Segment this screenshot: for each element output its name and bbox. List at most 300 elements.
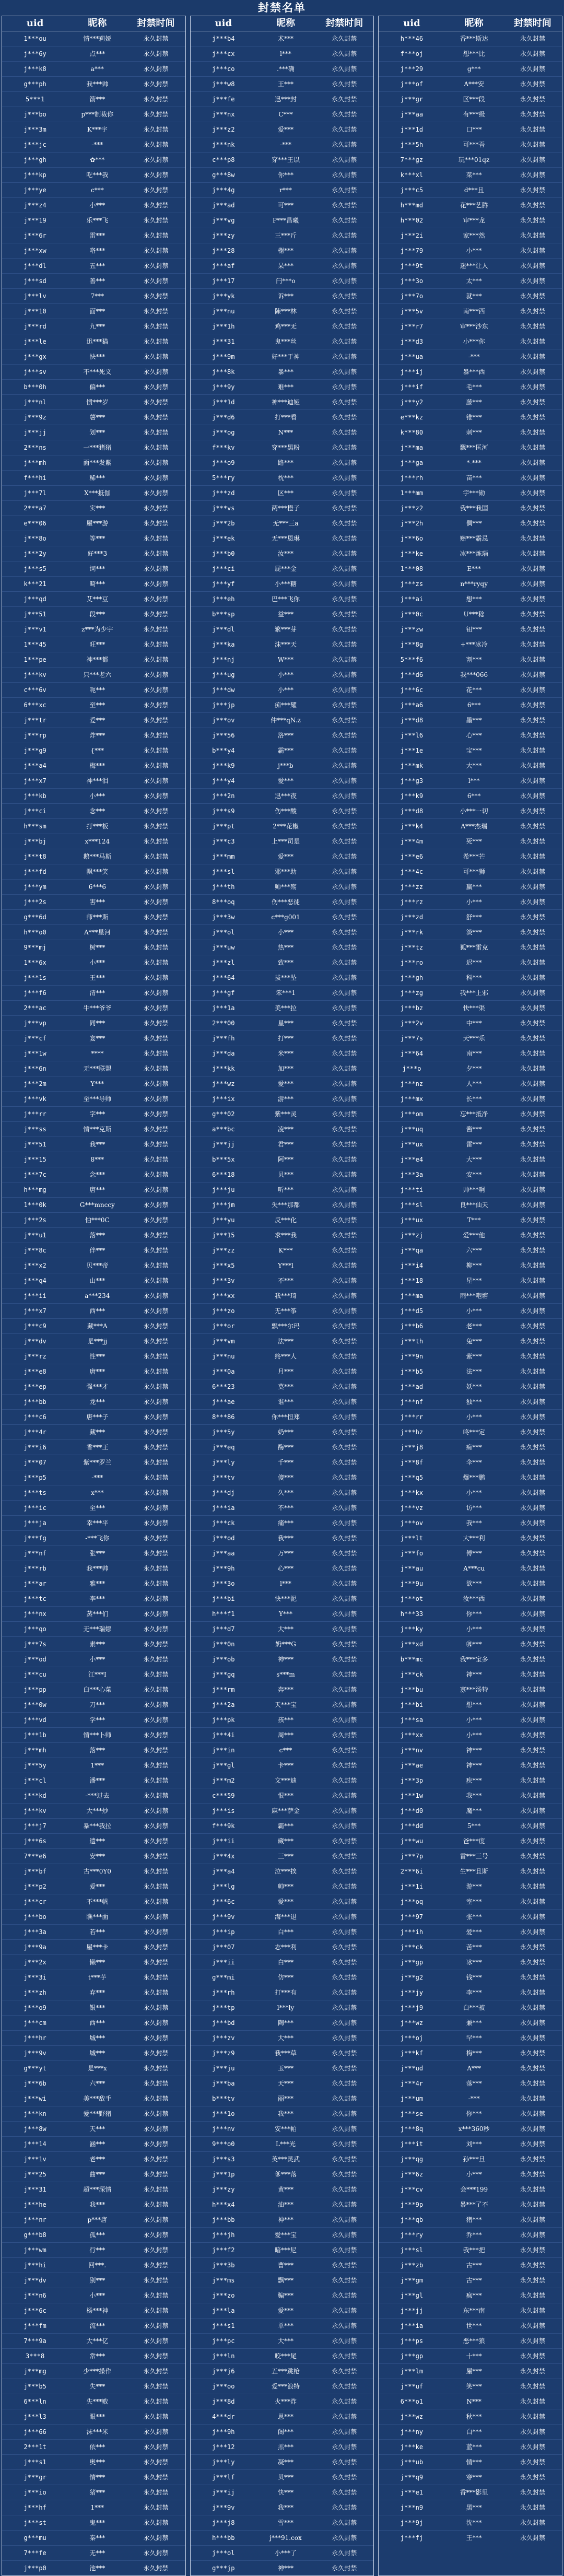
user-nickname: 淡*** [466, 929, 482, 936]
user-nickname: 打***看 [275, 414, 297, 421]
ban-duration: 永久封禁 [332, 1489, 357, 1496]
ban-duration: 永久封禁 [143, 1989, 169, 1996]
ban-duration: 永久封禁 [143, 217, 169, 224]
user-nickname: A***星河 [84, 929, 111, 936]
user-nickname: j***b [278, 762, 293, 769]
ban-duration: 永久封禁 [332, 1126, 357, 1133]
ban-duration: 永久封禁 [332, 186, 357, 194]
table-row [191, 1137, 374, 1152]
ban-duration: 永久封禁 [520, 505, 545, 512]
ban-duration: 永久封禁 [520, 1898, 545, 1905]
user-nickname: 清*** [89, 989, 105, 997]
user-nickname: 失***败 [86, 2398, 109, 2405]
user-nickname: 我***帅 [86, 1565, 109, 1572]
table-row [379, 561, 562, 577]
table-row [191, 153, 374, 168]
user-uid: j***ka [212, 641, 235, 648]
user-nickname: 宝*** [466, 747, 482, 754]
table-row [379, 2046, 562, 2061]
ban-duration: 永久封禁 [332, 1868, 357, 1875]
table-row [379, 592, 562, 607]
table-row [379, 1228, 562, 1243]
ban-duration: 永久封禁 [520, 1156, 545, 1163]
ban-duration: 永久封禁 [332, 1186, 357, 1193]
ban-duration: 永久封禁 [520, 2140, 545, 2148]
ban-duration: 永久封禁 [520, 2125, 545, 2133]
user-nickname: 牛***爷爷 [83, 1004, 112, 1012]
ban-duration: 永久封禁 [332, 1413, 357, 1421]
user-nickname: 陶*** [278, 2019, 294, 2027]
user-uid: j***1w [400, 1792, 424, 1799]
user-uid: j***ij [400, 368, 424, 376]
user-nickname: 奶***G [275, 1641, 296, 1648]
user-nickname: 闩***o [276, 277, 296, 285]
ban-duration: 永久封禁 [520, 1519, 545, 1527]
table-row [379, 183, 562, 198]
table-row [379, 2031, 562, 2046]
table-row [191, 2455, 374, 2470]
table-row [2, 2031, 185, 2046]
ban-duration: 永久封禁 [332, 2307, 357, 2314]
user-uid: j***zd [212, 489, 235, 497]
user-uid: j***hi [24, 2262, 46, 2269]
ban-duration: 永久封禁 [520, 292, 545, 300]
table-row [2, 471, 185, 486]
table-row [2, 637, 185, 652]
table-row [191, 834, 374, 849]
user-uid: j***mx [400, 1095, 424, 1103]
user-nickname: 杨***神 [86, 2307, 109, 2314]
user-nickname: 呆*** [278, 262, 294, 270]
ban-duration: 永久封禁 [143, 1080, 169, 1087]
user-uid: j***g2 [400, 1974, 424, 1981]
table-row [2, 1834, 185, 1849]
table-row [379, 2394, 562, 2409]
user-nickname: 至*** [89, 701, 105, 709]
user-uid: j***9h [212, 1565, 235, 1572]
ban-table-3 [378, 16, 562, 2576]
user-nickname: 我*** [466, 1792, 482, 1799]
table-row [191, 1834, 374, 1849]
table-row [191, 2106, 374, 2122]
table-row [379, 1637, 562, 1652]
user-nickname: 香***影里 [460, 2489, 488, 2496]
ban-list-columns [2, 16, 562, 2576]
user-uid: j***7s [24, 1641, 46, 1648]
table-row [379, 2122, 562, 2137]
user-uid: j***qb [400, 2216, 424, 2223]
table-row [191, 455, 374, 471]
table-row [191, 1379, 374, 1395]
user-uid: j***ga [400, 459, 424, 466]
table-row [2, 2076, 185, 2091]
user-uid: j***yu [212, 1216, 235, 1224]
ban-duration: 永久封禁 [332, 2125, 357, 2133]
user-uid: j***ti [400, 1186, 424, 1193]
ban-duration: 永久封禁 [332, 2443, 357, 2451]
user-nickname: 兔*** [466, 1338, 482, 1345]
ban-duration: 永久封禁 [520, 1580, 545, 1587]
user-uid: 1***0k [24, 1201, 46, 1209]
ban-duration: 永久封禁 [520, 1353, 545, 1360]
user-uid: j***b0 [212, 550, 235, 557]
user-uid: j***om [400, 1110, 424, 1118]
ban-duration: 永久封禁 [520, 429, 545, 436]
user-nickname: 学*** [89, 1716, 105, 1724]
ban-duration: 永久封禁 [520, 308, 545, 315]
table-row [2, 1379, 185, 1395]
user-nickname: 屋*** [466, 2368, 482, 2375]
table-row [191, 1864, 374, 1879]
table-row [2, 2546, 185, 2561]
table-row [191, 440, 374, 455]
user-nickname: 洛*** [278, 732, 294, 739]
ban-duration: 永久封禁 [143, 641, 169, 648]
ban-duration: 永久封禁 [332, 1641, 357, 1648]
table-row [191, 107, 374, 122]
ban-duration: 永久封禁 [143, 2034, 169, 2042]
user-nickname: 志***利 [275, 1943, 297, 1951]
user-uid: j***6y [24, 50, 46, 57]
user-nickname: A***安 [464, 80, 485, 88]
ban-duration: 永久封禁 [520, 1943, 545, 1951]
table-row [2, 77, 185, 92]
table-row [191, 471, 374, 486]
user-nickname: 小***一切 [460, 807, 488, 815]
user-nickname: 长*** [466, 1095, 482, 1103]
table-row [191, 1213, 374, 1228]
ban-duration: 永久封禁 [520, 474, 545, 482]
ban-duration: 永久封禁 [143, 1065, 169, 1072]
user-uid: j***b6 [400, 1322, 424, 1330]
user-nickname: 香***王 [86, 1444, 109, 1451]
ban-duration: 永久封禁 [520, 762, 545, 769]
user-nickname: 神***迪娅 [272, 399, 300, 406]
table-row [2, 259, 185, 274]
user-nickname: p***唐 [87, 2216, 108, 2223]
table-row [191, 1955, 374, 1970]
ban-duration: 永久封禁 [520, 353, 545, 360]
ban-duration: 永久封禁 [143, 1474, 169, 1481]
user-nickname: 面*** [89, 308, 105, 315]
table-row [191, 183, 374, 198]
ban-duration: 永久封禁 [520, 2277, 545, 2284]
ban-duration: 永久封禁 [143, 1413, 169, 1421]
ban-duration: 永久封禁 [520, 1474, 545, 1481]
table-row [379, 107, 562, 122]
user-nickname: 热*** [278, 944, 294, 951]
user-nickname: 孤*** [89, 2231, 105, 2239]
user-uid: j***rz [24, 1353, 46, 1360]
table-row [191, 1455, 374, 1470]
table-row [379, 1773, 562, 1788]
ban-duration: 永久封禁 [143, 1489, 169, 1496]
user-uid: j***nk [212, 141, 235, 148]
ban-duration: 永久封禁 [143, 1247, 169, 1254]
user-uid: j***ja [24, 1519, 46, 1527]
user-uid: j***5y [212, 1428, 235, 1436]
user-nickname: 8*** [90, 1156, 104, 1163]
user-nickname: 九*** [89, 323, 105, 330]
ban-duration: 永久封禁 [143, 474, 169, 482]
user-nickname: 就*** [466, 292, 482, 300]
user-uid: j***18 [400, 1277, 424, 1284]
ban-duration: 永久封禁 [332, 2095, 357, 2102]
table-row [2, 1107, 185, 1122]
user-uid: j***x7 [24, 1307, 46, 1315]
ban-duration: 永久封禁 [143, 459, 169, 466]
table-row [379, 1682, 562, 1697]
ban-duration: 永久封禁 [143, 1913, 169, 1921]
ban-duration: 永久封禁 [520, 1428, 545, 1436]
user-uid: f***9k [212, 1822, 235, 1830]
ban-duration: 永久封禁 [143, 489, 169, 497]
ban-duration: 永久封禁 [143, 1141, 169, 1148]
ban-duration: 永久封禁 [332, 2156, 357, 2163]
user-uid: j***e8 [24, 1368, 46, 1375]
user-uid: j***d8 [400, 717, 424, 724]
table-row [379, 1925, 562, 1940]
user-nickname: 伤***酸 [275, 807, 297, 815]
user-uid: j***9n [400, 1353, 424, 1360]
table-row [191, 880, 374, 895]
user-uid: 2***a7 [24, 505, 46, 512]
user-nickname: 小*** [89, 959, 105, 966]
user-uid: j***og [212, 429, 235, 436]
ban-duration: 永久封禁 [332, 2337, 357, 2345]
table-row [379, 1955, 562, 1970]
user-nickname: 段*** [89, 611, 105, 618]
user-nickname: 吃***我 [86, 171, 109, 179]
table-row [379, 1879, 562, 1894]
table-row [379, 2228, 562, 2243]
table-row [191, 1410, 374, 1425]
user-nickname: 好***于神 [272, 353, 300, 360]
table-row [191, 2182, 374, 2197]
table-row [379, 319, 562, 334]
ban-duration: 永久封禁 [143, 520, 169, 527]
user-nickname: 柳*** [466, 1262, 482, 1269]
user-nickname: 回***. [88, 2262, 107, 2269]
user-uid: j***ek [212, 535, 235, 542]
ban-duration: 永久封禁 [143, 1656, 169, 1663]
table-row [379, 1046, 562, 1061]
user-uid: b***sp [212, 611, 235, 618]
table-row [379, 2016, 562, 2031]
user-uid: j***3a [24, 1928, 46, 1936]
ban-duration: 永久封禁 [143, 414, 169, 421]
user-nickname: 师***斯 [86, 914, 109, 921]
ban-duration: 永久封禁 [520, 2428, 545, 2436]
ban-duration: 永久封禁 [520, 2443, 545, 2451]
user-nickname: K*** [278, 1247, 293, 1254]
ban-duration: 永久封禁 [520, 2156, 545, 2163]
user-uid: j***b5 [400, 1368, 424, 1375]
ban-duration: 永久封禁 [332, 2534, 357, 2542]
user-uid: k***80 [400, 429, 424, 436]
user-uid: j***14 [24, 2140, 46, 2148]
user-nickname: 大***利 [463, 1535, 485, 1542]
table-row [191, 1122, 374, 1137]
user-uid: 2***00 [212, 1020, 235, 1027]
table-row [379, 1395, 562, 1410]
table-row [191, 1289, 374, 1304]
table-header [191, 16, 374, 31]
table-row [191, 531, 374, 546]
user-nickname: 潘*** [89, 1777, 105, 1784]
user-nickname: 小*** [89, 2292, 105, 2299]
table-row [379, 743, 562, 758]
user-uid: j***31 [212, 338, 235, 345]
user-uid: 1***08 [400, 565, 424, 572]
user-uid: j***q4 [24, 1277, 46, 1284]
user-nickname: 6*** [467, 792, 481, 800]
user-uid: h***33 [400, 1610, 424, 1618]
table-row [191, 2440, 374, 2455]
table-row [2, 122, 185, 137]
user-uid: j***y4 [212, 777, 235, 784]
user-uid: j***4r [24, 1428, 46, 1436]
user-nickname: 藏*** [278, 1837, 294, 1845]
user-nickname: 素*** [89, 1641, 105, 1648]
table-row [191, 410, 374, 425]
ban-duration: 永久封禁 [332, 1716, 357, 1724]
ban-duration: 永久封禁 [332, 2474, 357, 2481]
user-uid: j***ov [400, 1519, 424, 1527]
user-nickname: 星*** [466, 1277, 482, 1284]
user-nickname: 南*** [466, 1050, 482, 1057]
table-row [191, 1713, 374, 1728]
user-nickname: 阿*** [278, 1156, 294, 1163]
user-nickname: 我*** [278, 2110, 294, 2117]
user-uid: j***o [402, 1065, 421, 1072]
user-uid: j***k9 [212, 762, 235, 769]
ban-duration: 永久封禁 [520, 1565, 545, 1572]
user-uid: j***th [212, 883, 235, 891]
user-nickname: 词*** [89, 565, 105, 572]
ban-duration: 永久封禁 [143, 989, 169, 997]
table-row [191, 758, 374, 774]
user-uid: j***vp [24, 1020, 46, 1027]
ban-duration: 永久封禁 [143, 1625, 169, 1633]
table-row [191, 2273, 374, 2288]
table-row [191, 2394, 374, 2409]
user-nickname: 反***化 [275, 1216, 297, 1224]
user-uid: 2***1t [24, 2443, 46, 2451]
ban-duration: 永久封禁 [332, 353, 357, 360]
user-nickname: 古***0Y0 [83, 1868, 111, 1875]
user-uid: j***3m [24, 126, 46, 133]
user-nickname: 穿***黑粉 [272, 444, 300, 451]
ban-duration: 永久封禁 [332, 535, 357, 542]
user-nickname: A*** [467, 2065, 481, 2072]
ban-duration: 永久封禁 [332, 2246, 357, 2254]
ban-duration: 永久封禁 [520, 1641, 545, 1648]
table-row [2, 819, 185, 834]
user-uid: 5***ry [212, 474, 235, 482]
table-row [2, 1182, 185, 1198]
table-row [379, 1213, 562, 1228]
user-nickname: -*** [279, 141, 292, 148]
ban-duration: 永久封禁 [143, 580, 169, 588]
ban-duration: 永久封禁 [143, 717, 169, 724]
table-row [191, 2515, 374, 2531]
table-row [379, 955, 562, 970]
user-uid: j***2s [24, 1216, 46, 1224]
user-nickname: 毛*** [466, 383, 482, 391]
ban-duration: 永久封禁 [332, 565, 357, 572]
table-row [379, 1152, 562, 1167]
user-nickname: 三***斤 [275, 232, 297, 239]
user-nickname: 笨***1 [276, 989, 296, 997]
ban-duration: 永久封禁 [143, 838, 169, 845]
user-nickname: 打***板 [86, 823, 109, 830]
user-uid: j***od [212, 1535, 235, 1542]
user-uid: j***lv [24, 292, 46, 300]
ban-duration: 永久封禁 [332, 1989, 357, 1996]
ban-duration: 永久封禁 [520, 1126, 545, 1133]
ban-duration: 永久封禁 [332, 1110, 357, 1118]
user-nickname: {*** [90, 747, 104, 754]
user-uid: j***st [24, 2519, 46, 2526]
table-row [191, 2470, 374, 2485]
table-row [379, 198, 562, 213]
user-uid: j***f6 [24, 989, 46, 997]
user-nickname: 秦*** [89, 2534, 105, 2542]
ban-duration: 永久封禁 [143, 1747, 169, 1754]
user-nickname: 赢*** [466, 883, 482, 891]
table-row [379, 1713, 562, 1728]
user-nickname: 神*** [466, 1671, 482, 1678]
user-nickname: 无***瑞娜 [83, 1625, 112, 1633]
user-nickname: 六*** [466, 1247, 482, 1254]
ban-duration: 永久封禁 [520, 50, 545, 57]
table-row [2, 864, 185, 880]
user-uid: j***mh [24, 1747, 46, 1754]
ban-duration: 永久封禁 [520, 1747, 545, 1754]
ban-duration: 永久封禁 [332, 2368, 357, 2375]
table-row [191, 77, 374, 92]
ban-duration: 永久封禁 [332, 1216, 357, 1224]
user-nickname: 蓝*** [466, 2443, 482, 2451]
user-uid: j***nj [212, 656, 235, 663]
user-nickname: 十*** [466, 2352, 482, 2360]
user-nickname: 可*** [278, 202, 294, 209]
ban-duration: 永久封禁 [143, 2231, 169, 2239]
user-uid: j***ar [24, 1580, 46, 1587]
user-uid: j***xx [400, 1731, 424, 1739]
ban-duration: 永久封禁 [143, 1110, 169, 1118]
user-nickname: Y*** [279, 1610, 292, 1618]
table-row [191, 1501, 374, 1516]
user-nickname: 艾***豆 [86, 595, 109, 603]
user-uid: j***ix [212, 1095, 235, 1103]
user-nickname: 钱*** [466, 1974, 482, 1981]
table-row [379, 410, 562, 425]
user-uid: j***dd [400, 1822, 424, 1830]
table-row [191, 986, 374, 1001]
table-row [2, 774, 185, 789]
user-uid: j***ob [212, 1656, 235, 1663]
user-nickname: 玉*** [278, 2065, 294, 2072]
ban-duration: 永久封禁 [520, 611, 545, 618]
table-row [2, 758, 185, 774]
user-nickname: 谁*** [278, 1398, 294, 1406]
ban-duration: 永久封禁 [332, 368, 357, 376]
table-row [379, 925, 562, 940]
ban-duration: 永久封禁 [332, 1141, 357, 1148]
user-uid: j***9p [400, 2201, 424, 2208]
